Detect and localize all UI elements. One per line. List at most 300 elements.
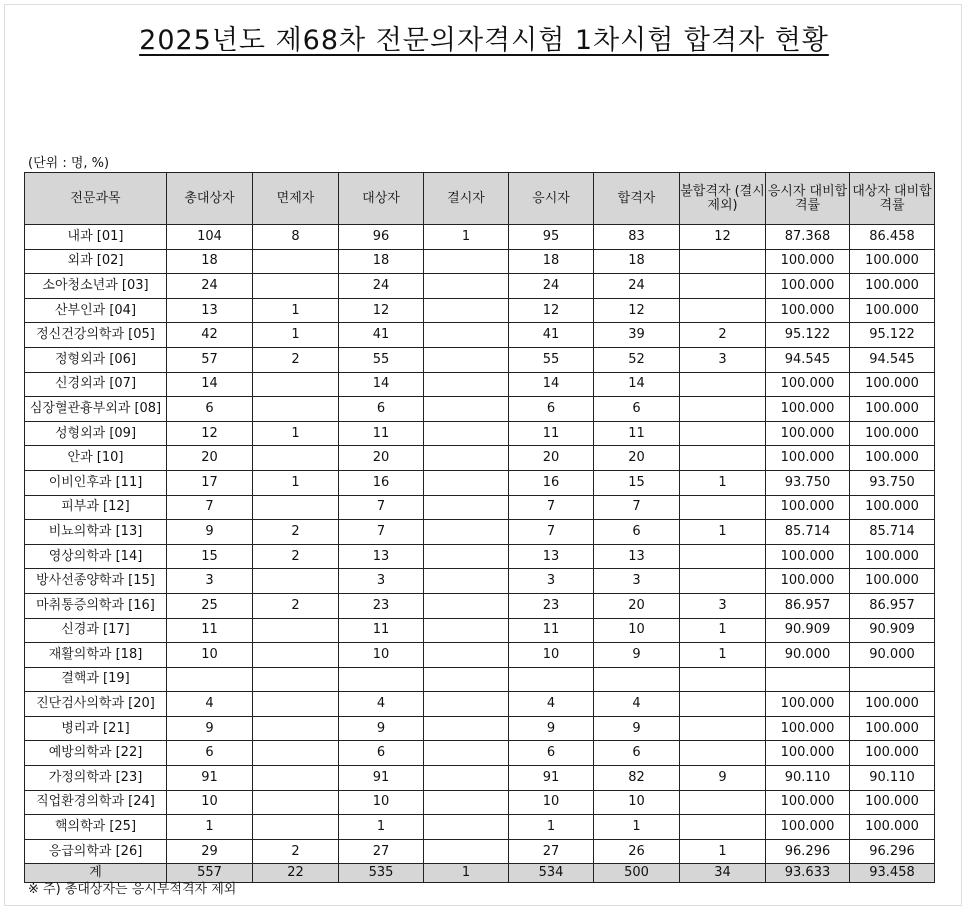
- value-cell: [680, 692, 766, 717]
- value-cell: [850, 667, 935, 692]
- value-cell: 1: [680, 839, 766, 864]
- specialty-cell: 피부과 [12]: [25, 495, 167, 520]
- value-cell: [680, 298, 766, 323]
- value-cell: 41: [509, 323, 594, 348]
- value-cell: 7: [509, 520, 594, 545]
- table-row: [25, 544, 935, 569]
- table-row: [25, 347, 935, 372]
- value-cell: 18: [509, 249, 594, 274]
- value-cell: 16: [339, 470, 424, 495]
- value-cell: 93.633: [766, 864, 850, 883]
- value-cell: 7: [339, 520, 424, 545]
- value-cell: 11: [509, 421, 594, 446]
- value-cell: 10: [594, 618, 680, 643]
- value-cell: 90.000: [766, 643, 850, 668]
- header-cell: 대상자: [339, 173, 424, 225]
- value-cell: 1: [424, 225, 509, 250]
- results-table: [24, 172, 935, 883]
- value-cell: 100.000: [766, 790, 850, 815]
- specialty-cell: 이비인후과 [11]: [25, 470, 167, 495]
- table-row: [25, 741, 935, 766]
- specialty-cell: 비뇨의학과 [13]: [25, 520, 167, 545]
- value-cell: 1: [680, 618, 766, 643]
- value-cell: 100.000: [850, 716, 935, 741]
- value-cell: 7: [339, 495, 424, 520]
- table-row: [25, 766, 935, 791]
- table-row: [25, 323, 935, 348]
- table-row: [25, 421, 935, 446]
- table-row: [25, 274, 935, 299]
- value-cell: [424, 741, 509, 766]
- value-cell: 100.000: [850, 372, 935, 397]
- value-cell: 2: [253, 520, 339, 545]
- value-cell: 104: [167, 225, 253, 250]
- value-cell: [680, 274, 766, 299]
- value-cell: 95.122: [766, 323, 850, 348]
- value-cell: 6: [167, 397, 253, 422]
- value-cell: 16: [509, 470, 594, 495]
- value-cell: 100.000: [850, 421, 935, 446]
- value-cell: [594, 667, 680, 692]
- table-row: [25, 495, 935, 520]
- value-cell: 100.000: [850, 446, 935, 471]
- value-cell: 6: [339, 397, 424, 422]
- value-cell: [680, 716, 766, 741]
- value-cell: 100.000: [850, 495, 935, 520]
- table-row: [25, 667, 935, 692]
- value-cell: 7: [594, 495, 680, 520]
- value-cell: [424, 274, 509, 299]
- value-cell: 100.000: [850, 692, 935, 717]
- unit-label: (단위 : 명, %): [28, 156, 110, 171]
- value-cell: [424, 446, 509, 471]
- value-cell: 6: [509, 741, 594, 766]
- value-cell: 3: [594, 569, 680, 594]
- value-cell: [424, 421, 509, 446]
- value-cell: [253, 618, 339, 643]
- value-cell: 500: [594, 864, 680, 883]
- value-cell: 94.545: [766, 347, 850, 372]
- value-cell: 10: [594, 790, 680, 815]
- value-cell: 1: [680, 520, 766, 545]
- value-cell: 100.000: [766, 397, 850, 422]
- value-cell: [680, 446, 766, 471]
- value-cell: 90.110: [850, 766, 935, 791]
- value-cell: 39: [594, 323, 680, 348]
- value-cell: 10: [509, 790, 594, 815]
- value-cell: 9: [594, 716, 680, 741]
- value-cell: 1: [253, 470, 339, 495]
- value-cell: 20: [167, 446, 253, 471]
- value-cell: 96.296: [850, 839, 935, 864]
- value-cell: 15: [167, 544, 253, 569]
- table-row: [25, 692, 935, 717]
- value-cell: [424, 790, 509, 815]
- table-row: [25, 298, 935, 323]
- table-row: [25, 249, 935, 274]
- value-cell: 3: [680, 347, 766, 372]
- value-cell: [424, 643, 509, 668]
- value-cell: 11: [167, 618, 253, 643]
- value-cell: [253, 495, 339, 520]
- value-cell: 91: [509, 766, 594, 791]
- value-cell: [424, 249, 509, 274]
- header-cell: 불합격자 (결시제외): [680, 173, 766, 225]
- value-cell: 91: [339, 766, 424, 791]
- value-cell: 12: [167, 421, 253, 446]
- value-cell: 90.909: [766, 618, 850, 643]
- specialty-cell: 안과 [10]: [25, 446, 167, 471]
- value-cell: 4: [594, 692, 680, 717]
- value-cell: 100.000: [766, 741, 850, 766]
- value-cell: 52: [594, 347, 680, 372]
- value-cell: 11: [339, 618, 424, 643]
- value-cell: 100.000: [850, 741, 935, 766]
- value-cell: [424, 593, 509, 618]
- table-row: [25, 225, 935, 250]
- value-cell: 100.000: [766, 815, 850, 840]
- specialty-cell: 방사선종양학과 [15]: [25, 569, 167, 594]
- value-cell: 13: [339, 544, 424, 569]
- value-cell: 1: [680, 470, 766, 495]
- value-cell: 14: [167, 372, 253, 397]
- value-cell: 20: [509, 446, 594, 471]
- header-cell: 대상자 대비합격률: [850, 173, 935, 225]
- value-cell: [253, 741, 339, 766]
- value-cell: 42: [167, 323, 253, 348]
- value-cell: 18: [339, 249, 424, 274]
- value-cell: [680, 667, 766, 692]
- value-cell: 3: [339, 569, 424, 594]
- value-cell: 4: [167, 692, 253, 717]
- specialty-cell: 마취통증의학과 [16]: [25, 593, 167, 618]
- value-cell: [424, 470, 509, 495]
- value-cell: 4: [339, 692, 424, 717]
- value-cell: [424, 692, 509, 717]
- value-cell: 86.957: [850, 593, 935, 618]
- value-cell: [253, 446, 339, 471]
- specialty-cell: 신경과 [17]: [25, 618, 167, 643]
- specialty-cell: 가정의학과 [23]: [25, 766, 167, 791]
- value-cell: [253, 766, 339, 791]
- value-cell: 83: [594, 225, 680, 250]
- value-cell: 1: [680, 643, 766, 668]
- specialty-cell: 외과 [02]: [25, 249, 167, 274]
- value-cell: 2: [253, 593, 339, 618]
- value-cell: 1: [594, 815, 680, 840]
- table-row: [25, 446, 935, 471]
- value-cell: 34: [680, 864, 766, 883]
- value-cell: 12: [680, 225, 766, 250]
- value-cell: [424, 372, 509, 397]
- value-cell: 24: [167, 274, 253, 299]
- value-cell: [424, 298, 509, 323]
- value-cell: 4: [509, 692, 594, 717]
- value-cell: 1: [253, 421, 339, 446]
- specialty-cell: 정형외과 [06]: [25, 347, 167, 372]
- value-cell: 55: [339, 347, 424, 372]
- header-cell: 응시자: [509, 173, 594, 225]
- value-cell: [167, 667, 253, 692]
- value-cell: 2: [680, 323, 766, 348]
- value-cell: [424, 815, 509, 840]
- specialty-cell: 병리과 [21]: [25, 716, 167, 741]
- value-cell: 9: [167, 520, 253, 545]
- table-row: [25, 643, 935, 668]
- value-cell: 12: [594, 298, 680, 323]
- specialty-cell: 정신건강의학과 [05]: [25, 323, 167, 348]
- value-cell: 9: [509, 716, 594, 741]
- value-cell: 20: [594, 446, 680, 471]
- value-cell: 557: [167, 864, 253, 883]
- value-cell: [680, 372, 766, 397]
- value-cell: 10: [509, 643, 594, 668]
- value-cell: 100.000: [766, 495, 850, 520]
- value-cell: 18: [167, 249, 253, 274]
- value-cell: 2: [253, 544, 339, 569]
- value-cell: [424, 347, 509, 372]
- value-cell: [680, 569, 766, 594]
- value-cell: 20: [594, 593, 680, 618]
- value-cell: 7: [167, 495, 253, 520]
- value-cell: 100.000: [850, 569, 935, 594]
- table-row: [25, 397, 935, 422]
- value-cell: 85.714: [766, 520, 850, 545]
- value-cell: 26: [594, 839, 680, 864]
- value-cell: 3: [167, 569, 253, 594]
- value-cell: [339, 667, 424, 692]
- value-cell: 9: [167, 716, 253, 741]
- value-cell: 6: [594, 520, 680, 545]
- footnote: ※ 주) 총대상자는 응시부적격자 제외: [28, 882, 237, 897]
- specialty-cell: 응급의학과 [26]: [25, 839, 167, 864]
- value-cell: [509, 667, 594, 692]
- value-cell: 13: [594, 544, 680, 569]
- value-cell: 6: [594, 741, 680, 766]
- value-cell: [253, 274, 339, 299]
- value-cell: [424, 397, 509, 422]
- value-cell: 9: [680, 766, 766, 791]
- specialty-cell: 핵의학과 [25]: [25, 815, 167, 840]
- value-cell: [424, 618, 509, 643]
- value-cell: [680, 741, 766, 766]
- value-cell: 6: [167, 741, 253, 766]
- value-cell: 100.000: [850, 249, 935, 274]
- value-cell: 41: [339, 323, 424, 348]
- value-cell: 24: [339, 274, 424, 299]
- specialty-cell: 소아청소년과 [03]: [25, 274, 167, 299]
- value-cell: 25: [167, 593, 253, 618]
- value-cell: [424, 544, 509, 569]
- header-cell: 응시자 대비합격률: [766, 173, 850, 225]
- value-cell: [253, 372, 339, 397]
- value-cell: 12: [509, 298, 594, 323]
- value-cell: 6: [594, 397, 680, 422]
- value-cell: [424, 716, 509, 741]
- value-cell: 10: [339, 790, 424, 815]
- value-cell: 82: [594, 766, 680, 791]
- value-cell: 87.368: [766, 225, 850, 250]
- value-cell: 96.296: [766, 839, 850, 864]
- table-row: [25, 593, 935, 618]
- page-title: 2025년도 제68차 전문의자격시험 1차시험 합격자 현황: [139, 25, 829, 56]
- value-cell: 18: [594, 249, 680, 274]
- value-cell: 100.000: [766, 249, 850, 274]
- value-cell: 7: [509, 495, 594, 520]
- value-cell: 13: [167, 298, 253, 323]
- value-cell: 29: [167, 839, 253, 864]
- value-cell: 3: [509, 569, 594, 594]
- value-cell: 94.545: [850, 347, 935, 372]
- value-cell: [424, 766, 509, 791]
- value-cell: 13: [509, 544, 594, 569]
- value-cell: 90.110: [766, 766, 850, 791]
- value-cell: 90.909: [850, 618, 935, 643]
- value-cell: 12: [339, 298, 424, 323]
- value-cell: 100.000: [766, 274, 850, 299]
- value-cell: 6: [339, 741, 424, 766]
- table-row: [25, 618, 935, 643]
- value-cell: 100.000: [850, 274, 935, 299]
- value-cell: 1: [424, 864, 509, 883]
- value-cell: 100.000: [850, 790, 935, 815]
- value-cell: 96: [339, 225, 424, 250]
- specialty-cell: 직업환경의학과 [24]: [25, 790, 167, 815]
- specialty-cell: 진단검사의학과 [20]: [25, 692, 167, 717]
- value-cell: 100.000: [850, 544, 935, 569]
- value-cell: [680, 397, 766, 422]
- header-cell: 면제자: [253, 173, 339, 225]
- value-cell: 100.000: [766, 446, 850, 471]
- value-cell: 1: [339, 815, 424, 840]
- value-cell: 1: [253, 323, 339, 348]
- value-cell: 86.957: [766, 593, 850, 618]
- header-cell: 합격자: [594, 173, 680, 225]
- specialty-cell: 내과 [01]: [25, 225, 167, 250]
- specialty-cell: 영상의학과 [14]: [25, 544, 167, 569]
- value-cell: 14: [339, 372, 424, 397]
- header-cell: 총대상자: [167, 173, 253, 225]
- value-cell: 23: [509, 593, 594, 618]
- header-row: [25, 173, 935, 225]
- value-cell: [253, 249, 339, 274]
- value-cell: 534: [509, 864, 594, 883]
- value-cell: 27: [509, 839, 594, 864]
- value-cell: 24: [509, 274, 594, 299]
- value-cell: 93.750: [766, 470, 850, 495]
- table-row: [25, 372, 935, 397]
- value-cell: [680, 815, 766, 840]
- table-body: [25, 225, 935, 883]
- value-cell: 100.000: [766, 569, 850, 594]
- value-cell: 90.000: [850, 643, 935, 668]
- value-cell: [424, 569, 509, 594]
- value-cell: 15: [594, 470, 680, 495]
- value-cell: 3: [680, 593, 766, 618]
- value-cell: 100.000: [766, 298, 850, 323]
- value-cell: 1: [509, 815, 594, 840]
- value-cell: [253, 667, 339, 692]
- value-cell: 86.458: [850, 225, 935, 250]
- value-cell: [253, 815, 339, 840]
- value-cell: 100.000: [850, 815, 935, 840]
- value-cell: [680, 249, 766, 274]
- specialty-cell: 계: [25, 864, 167, 883]
- value-cell: 100.000: [766, 544, 850, 569]
- specialty-cell: 산부인과 [04]: [25, 298, 167, 323]
- value-cell: [253, 569, 339, 594]
- specialty-cell: 심장혈관흉부외과 [08]: [25, 397, 167, 422]
- specialty-cell: 예방의학과 [22]: [25, 741, 167, 766]
- value-cell: 93.458: [850, 864, 935, 883]
- value-cell: 10: [167, 643, 253, 668]
- value-cell: [424, 839, 509, 864]
- specialty-cell: 재활의학과 [18]: [25, 643, 167, 668]
- value-cell: 85.714: [850, 520, 935, 545]
- value-cell: 100.000: [766, 692, 850, 717]
- value-cell: 100.000: [766, 421, 850, 446]
- value-cell: 24: [594, 274, 680, 299]
- value-cell: [424, 323, 509, 348]
- value-cell: 95.122: [850, 323, 935, 348]
- value-cell: 9: [339, 716, 424, 741]
- value-cell: 22: [253, 864, 339, 883]
- value-cell: 95: [509, 225, 594, 250]
- value-cell: [680, 790, 766, 815]
- value-cell: 55: [509, 347, 594, 372]
- value-cell: 91: [167, 766, 253, 791]
- value-cell: 27: [339, 839, 424, 864]
- value-cell: 10: [339, 643, 424, 668]
- value-cell: 1: [253, 298, 339, 323]
- value-cell: [766, 667, 850, 692]
- value-cell: 11: [594, 421, 680, 446]
- value-cell: [253, 716, 339, 741]
- value-cell: [424, 520, 509, 545]
- value-cell: 6: [509, 397, 594, 422]
- value-cell: 100.000: [766, 716, 850, 741]
- value-cell: 14: [594, 372, 680, 397]
- header-cell: 전문과목: [25, 173, 167, 225]
- specialty-cell: 성형외과 [09]: [25, 421, 167, 446]
- value-cell: 100.000: [850, 397, 935, 422]
- table-row: [25, 569, 935, 594]
- table-row: [25, 815, 935, 840]
- value-cell: [253, 643, 339, 668]
- value-cell: 2: [253, 839, 339, 864]
- value-cell: 20: [339, 446, 424, 471]
- value-cell: 100.000: [850, 298, 935, 323]
- header-cell: 결시자: [424, 173, 509, 225]
- table-row: [25, 520, 935, 545]
- value-cell: 23: [339, 593, 424, 618]
- value-cell: 10: [167, 790, 253, 815]
- table-row: [25, 790, 935, 815]
- value-cell: 11: [339, 421, 424, 446]
- value-cell: [253, 790, 339, 815]
- value-cell: 93.750: [850, 470, 935, 495]
- value-cell: [424, 495, 509, 520]
- value-cell: 9: [594, 643, 680, 668]
- value-cell: 8: [253, 225, 339, 250]
- value-cell: 17: [167, 470, 253, 495]
- value-cell: [253, 397, 339, 422]
- table-row: [25, 716, 935, 741]
- table-row: [25, 839, 935, 864]
- value-cell: [253, 692, 339, 717]
- value-cell: [680, 495, 766, 520]
- value-cell: 57: [167, 347, 253, 372]
